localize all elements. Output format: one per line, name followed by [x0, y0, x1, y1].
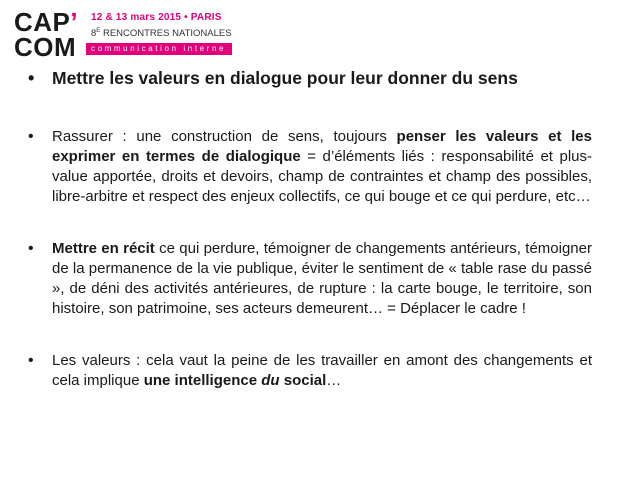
- event-date-location: 12 & 13 mars 2015 • PARIS: [91, 12, 222, 23]
- bullet-dot: •: [28, 240, 34, 257]
- edition-sup: E: [96, 28, 101, 34]
- item3-bold-italic: du: [261, 372, 280, 389]
- bullet-item-rassurer: [28, 127, 592, 207]
- item3-text-1: Les valeurs : cela vaut la peine de les travailler en amont des changements et cela implique: [52, 352, 592, 389]
- item1-text-2: = d’éléments liés : responsabilité et plus-value apportée, droits et devoirs, champ de contraintes et champ des possibles, libre-arbitre et respect des enjeux collectifs, ce qui bouge et ce qui perdure, etc…: [52, 148, 592, 205]
- capcom-logo: [14, 7, 79, 64]
- slide-title: Mettre les valeurs en dialogue pour leur donner du sens: [52, 68, 518, 88]
- slide-content: [28, 64, 592, 391]
- logo-line-com: COM: [14, 32, 77, 62]
- slide-title-bullet: [28, 67, 592, 89]
- bullet-item-valeurs: [28, 351, 592, 391]
- event-edition: [91, 28, 232, 39]
- bullet-dot: •: [28, 68, 35, 88]
- item3-text-2: …: [326, 372, 342, 389]
- logo-apostrophe: ’: [70, 7, 79, 37]
- item3-bold-1: une intelligence: [143, 372, 262, 389]
- item2-bold: Mettre en récit: [52, 240, 155, 257]
- bullet-item-recit: [28, 239, 592, 319]
- item2-text: ce qui perdure, témoigner de changements antérieurs, témoigner de la permanence de la vie publique, éviter le sentiment de « table rase du passé », de déni des activités antérieures, de rupture : la carte bouge, le territoire, son histoire, son patrimoine, ses acteurs demeurent… = Déplacer le cadre !: [52, 240, 592, 317]
- edition-text: RENCONTRES NATIONALES: [100, 28, 232, 40]
- item3-bold-2: social: [279, 372, 327, 389]
- bullet-dot: •: [28, 128, 34, 145]
- item1-bold: penser les valeurs et les exprimer en termes de dialogique: [52, 128, 592, 165]
- edition-number: 8: [91, 28, 97, 40]
- communication-interne-band: communication interne: [86, 43, 232, 55]
- logo-cap-text: CAP: [14, 7, 71, 37]
- bullet-dot: •: [28, 352, 34, 369]
- item1-text-1: Rassurer : une construction de sens, toujours: [52, 128, 397, 145]
